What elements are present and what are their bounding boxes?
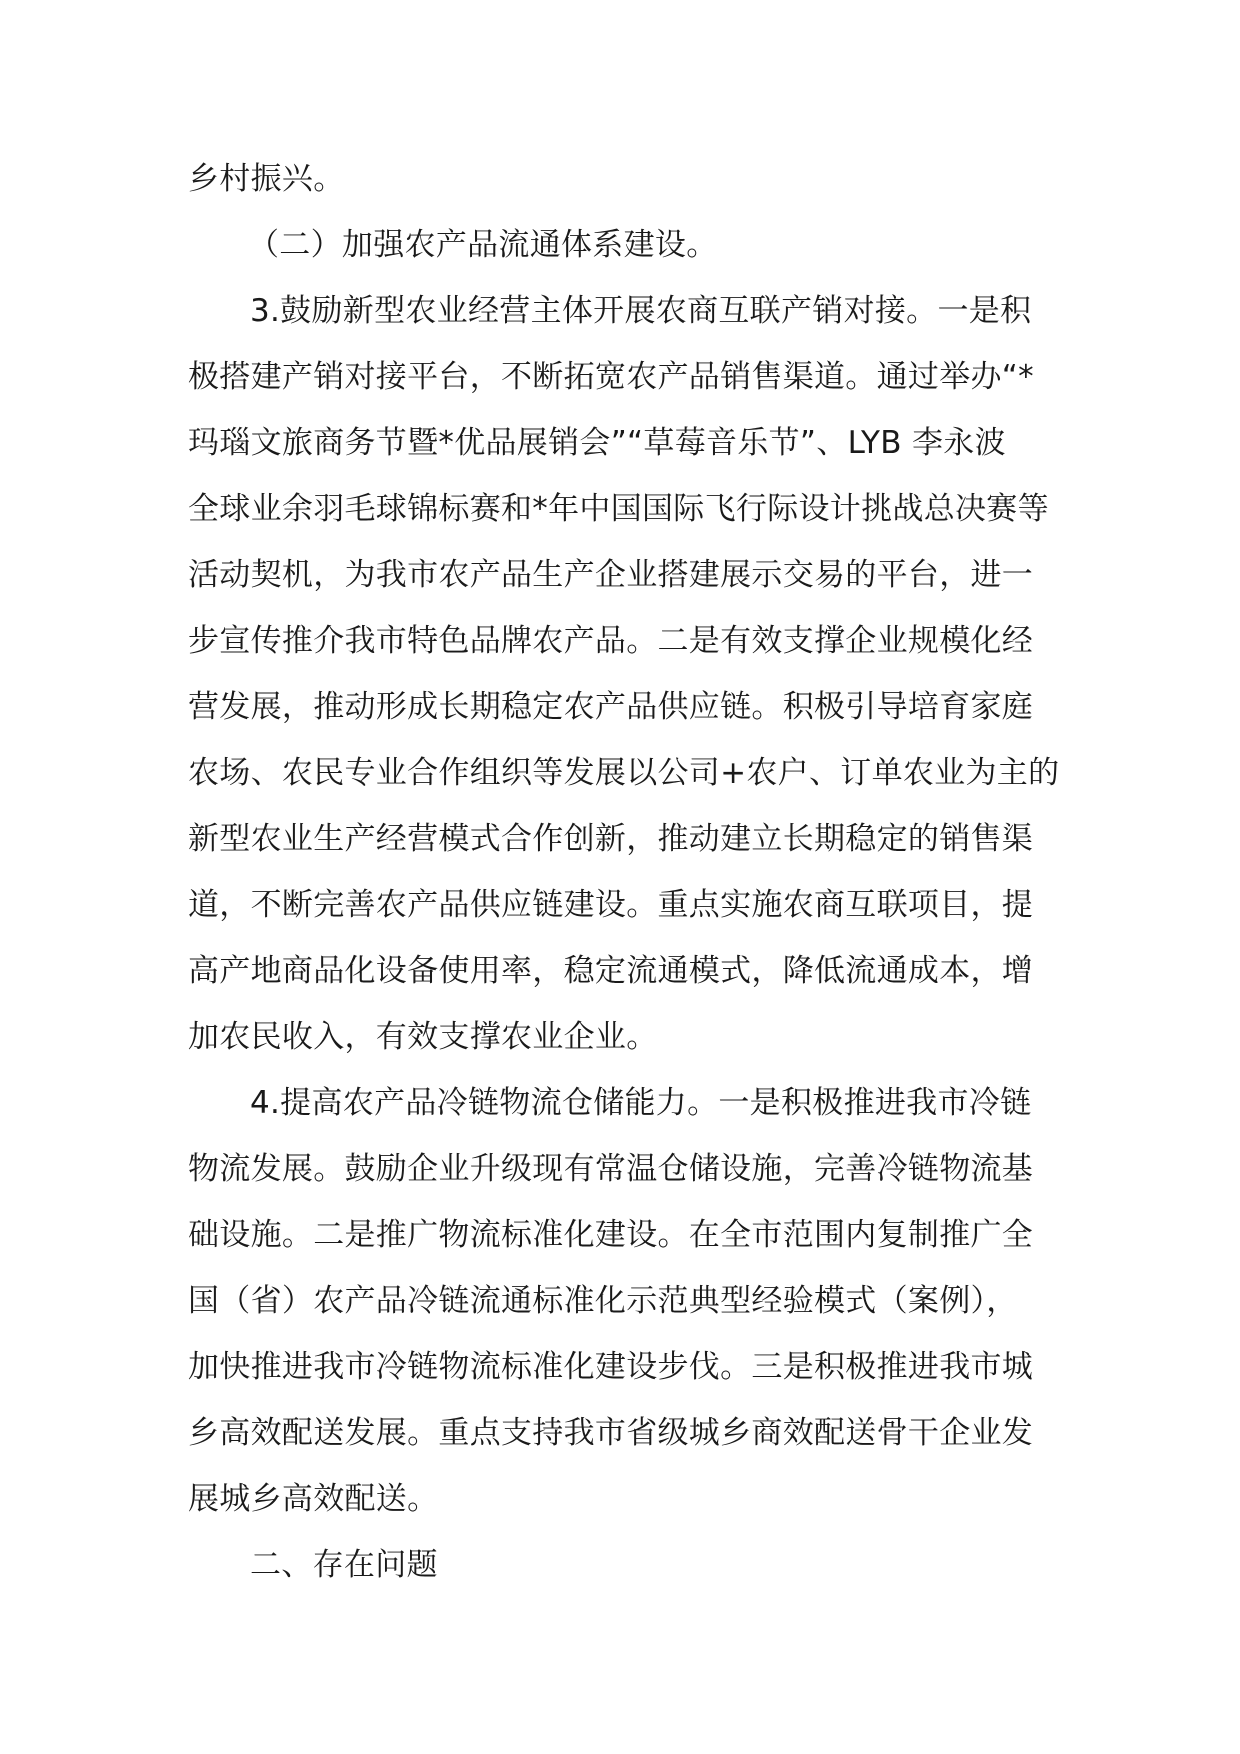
- section-heading: 二、存在问题: [250, 1547, 438, 1583]
- text-line: 乡高效配送发展。重点支持我市省级城乡商效配送骨干企业发: [188, 1415, 1034, 1451]
- text-line: 4.提高农产品冷链物流仓储能力。一是积极推进我市冷链: [250, 1085, 1032, 1121]
- text-line: 新型农业生产经营模式合作创新，推动建立长期稳定的销售渠: [188, 821, 1034, 857]
- text-line: 营发展，推动形成长期稳定农产品供应链。积极引导培育家庭: [188, 689, 1034, 725]
- text-line: 3.鼓励新型农业经营主体开展农商互联产销对接。一是积: [250, 293, 1032, 329]
- text-line: 全球业余羽毛球锦标赛和*年中国国际飞行际设计挑战总决赛等: [188, 491, 1049, 527]
- text-line: 国（省）农产品冷链流通标准化示范典型经验模式（案例），: [188, 1283, 1018, 1319]
- text-line: 道，不断完善农产品供应链建设。重点实施农商互联项目，提: [188, 887, 1034, 923]
- section-heading: （二）加强农产品流通体系建设。: [248, 227, 718, 263]
- text-line: 高产地商品化设备使用率，稳定流通模式，降低流通成本，增: [188, 953, 1034, 989]
- text-line: 农场、农民专业合作组织等发展以公司+农户、订单农业为主的: [188, 755, 1060, 791]
- text-line: 步宣传推介我市特色品牌农产品。二是有效支撑企业规模化经: [188, 623, 1034, 659]
- text-line: 物流发展。鼓励企业升级现有常温仓储设施，完善冷链物流基: [188, 1151, 1034, 1187]
- text-line: 极搭建产销对接平台，不断拓宽农产品销售渠道。通过举办“*: [188, 359, 1034, 395]
- text-line: 加快推进我市冷链物流标准化建设步伐。三是积极推进我市城: [188, 1349, 1034, 1385]
- text-line: 展城乡高效配送。: [188, 1481, 439, 1517]
- text-line: 加农民收入，有效支撑农业企业。: [188, 1019, 658, 1055]
- text-line: 乡村振兴。: [188, 161, 345, 197]
- text-line: 玛瑙文旅商务节暨*优品展销会”“草莓音乐节”、LYB 李永波: [188, 425, 1006, 461]
- text-line: 础设施。二是推广物流标准化建设。在全市范围内复制推广全: [188, 1217, 1034, 1253]
- document-body: [188, 146, 1058, 1598]
- text-line: 活动契机，为我市农产品生产企业搭建展示交易的平台，进一: [188, 557, 1034, 593]
